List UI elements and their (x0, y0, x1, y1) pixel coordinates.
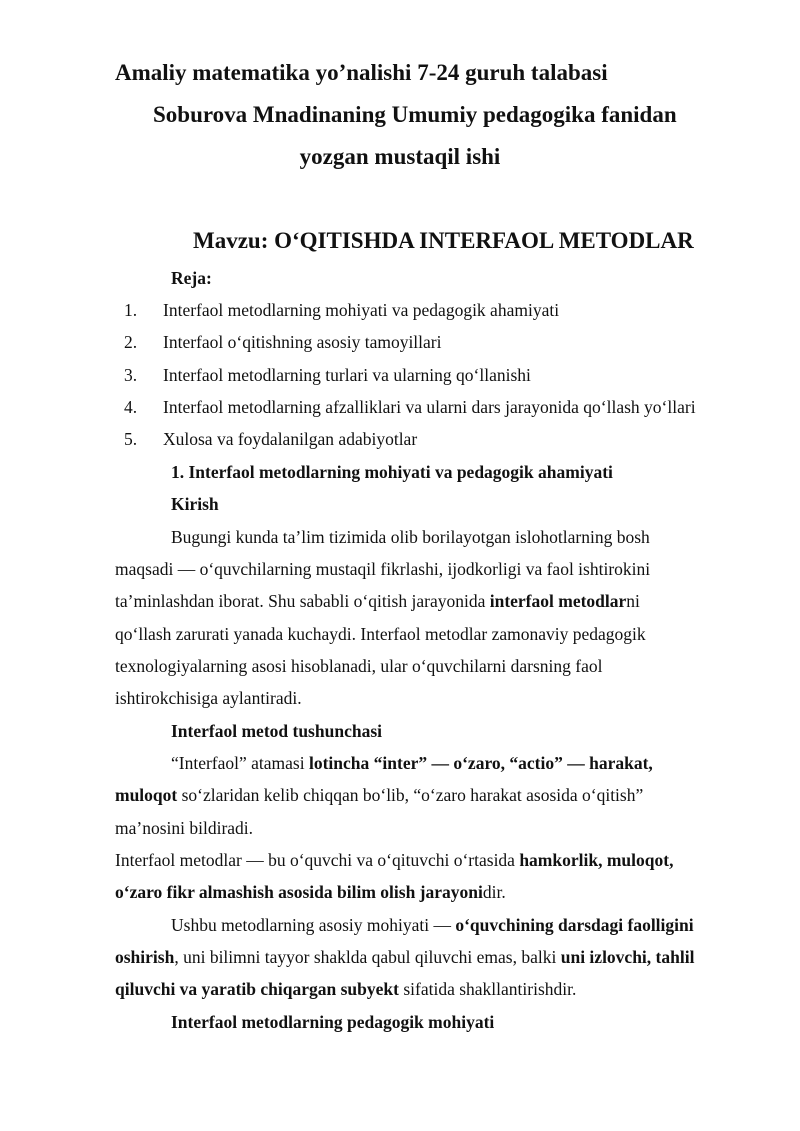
plan-item-number: 2. (124, 332, 138, 352)
bold-term: interfaol metodlar (489, 591, 627, 611)
paragraph-line: ishtirokchisiga aylantiradi. (115, 688, 302, 708)
paragraph-line (115, 852, 673, 870)
bold-term: lotincha “inter” — o‘zaro, “actio” — harakat, (308, 753, 653, 773)
plan-item-number: 4. (124, 397, 138, 417)
title-text-1: Amaliy matematika yo’nalishi 7-24 guruh talabasi (115, 60, 608, 85)
text-run: dir. (482, 882, 506, 902)
text-run: ni (626, 591, 640, 611)
plan-item-text: Interfaol metodlarning turlari va ularning qo‘llanishi (163, 365, 531, 385)
topic-text: Mavzu: O‘QITISHDA INTERFAOL METODLAR (193, 228, 694, 253)
bold-term: oshirish (115, 947, 175, 967)
plan-item-text: Interfaol o‘qitishning asosiy tamoyillari (163, 332, 442, 352)
plan-item-number: 5. (124, 429, 138, 449)
paragraph-line (115, 949, 694, 967)
text-run: sifatida shakllantirishdir. (398, 979, 577, 999)
paragraph-line: qo‘llash zarurati yanada kuchaydi. Interfaol metodlar zamonaviy pedagogik (115, 624, 646, 644)
paragraph-line (171, 755, 653, 773)
plan-item-text: Xulosa va foydalanilgan adabiyotlar (163, 429, 418, 449)
paragraph-line (115, 981, 576, 999)
paragraph-line (115, 593, 640, 611)
text-run: Ushbu metodlarning asosiy mohiyati — (171, 915, 456, 935)
paragraph-line: ma’nosini bildiradi. (115, 818, 254, 838)
bold-term: muloqot (115, 785, 178, 805)
plan-item-text: Interfaol metodlarning mohiyati va pedagogik ahamiyati (163, 300, 560, 320)
title-text-3: yozgan mustaqil ishi (299, 144, 501, 169)
text-run: Interfaol metodlar — bu o‘quvchi va o‘qituvchi o‘rtasida (115, 850, 520, 870)
text-run: , uni bilimni tayyor shaklda qabul qiluvchi emas, balki (174, 947, 561, 967)
paragraph-line: maqsadi — o‘quvchilarning mustaqil fikrlashi, ijodkorligi va faol ishtirokini (115, 559, 651, 579)
paragraph-line (115, 884, 506, 902)
paragraph-line: texnologiyalarning asosi hisoblanadi, ular o‘quvchilarni darsning faol (115, 656, 603, 676)
paragraph-line (171, 917, 694, 935)
title-line-3 (0, 145, 800, 168)
title-line-1 (0, 61, 800, 84)
text-run: ta’minlashdan iborat. Shu sababli o‘qitish jarayonida (115, 591, 490, 611)
bold-term: qiluvchi va yaratib chiqargan subyekt (115, 979, 399, 999)
topic-heading (0, 228, 800, 254)
concept-heading: Interfaol metod tushunchasi (171, 721, 382, 741)
title-line-2 (0, 103, 800, 126)
bold-term: o‘quvchining darsdagi faolligini (455, 915, 694, 935)
plan-item-number: 1. (124, 300, 138, 320)
section-heading: 1. Interfaol metodlarning mohiyati va pedagogik ahamiyati (171, 462, 613, 482)
bold-term: uni izlovchi, tahlil (560, 947, 695, 967)
plan-item-text: Interfaol metodlarning afzalliklari va ularni dars jarayonida qo‘llash yo‘llari (163, 397, 696, 417)
text-run: “Interfaol” atamasi (171, 753, 309, 773)
intro-heading: Kirish (171, 494, 219, 514)
bold-term: hamkorlik, muloqot, (519, 850, 674, 870)
bold-term: o‘zaro fikr almashish asosida bilim olish jarayoni (115, 882, 483, 902)
title-text-2: Soburova Mnadinaning Umumiy pedagogika fanidan (153, 102, 677, 127)
paragraph-line (115, 787, 643, 805)
text-run: so‘zlaridan kelib chiqqan bo‘lib, “o‘zaro harakat asosida o‘qitish” (177, 785, 644, 805)
essence-heading: Interfaol metodlarning pedagogik mohiyati (171, 1012, 495, 1032)
plan-heading: Reja: (171, 268, 212, 288)
plan-item-number: 3. (124, 365, 138, 385)
paragraph-line: Bugungi kunda ta’lim tizimida olib borilayotgan islohotlarning bosh (171, 527, 650, 547)
